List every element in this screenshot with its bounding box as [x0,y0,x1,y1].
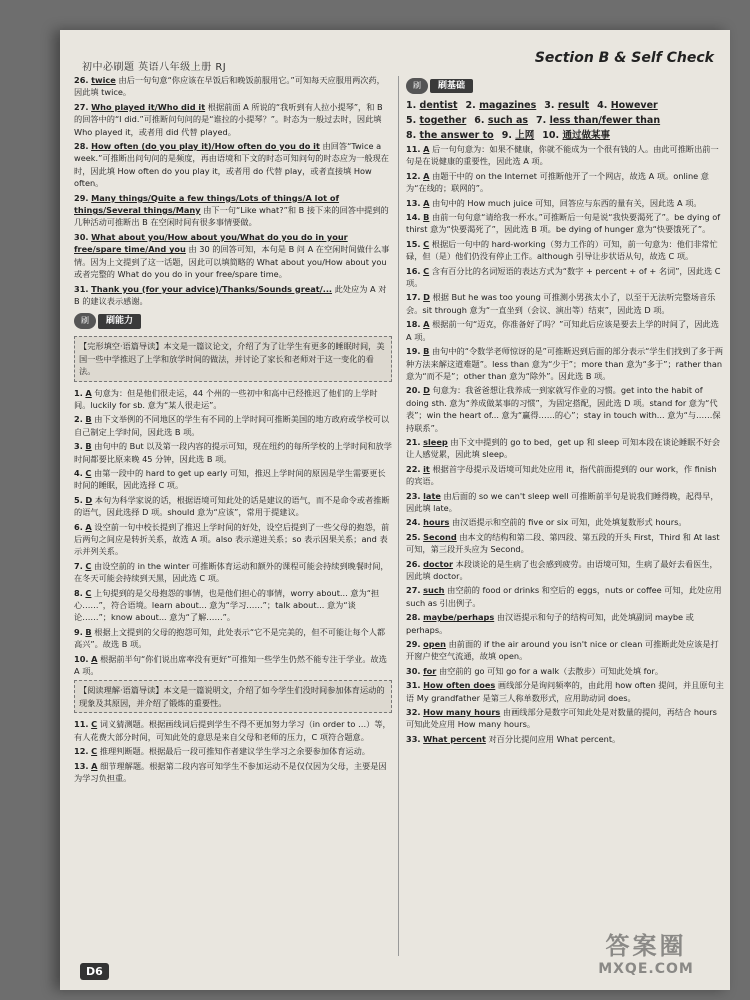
answer-item [406,463,724,488]
item-number: 29. [406,639,421,650]
item-answer: What percent [423,733,486,744]
section-header-ability [74,313,141,329]
item-number: 12. [74,746,89,757]
item-number: 12. [406,170,421,181]
document-page [60,30,730,990]
answer-item [74,74,392,99]
item-number: 2. [74,414,83,425]
item-answer: How many hours [423,707,501,718]
item-explanation: 根据前面 A 所说的“我听到有人拉小提琴”，和 B 的回答中的“I did.”可推断问句问的是“谁拉的小提琴？”。时态为一般过去时，因此填 Who played it，或者用 did 代替 played。 [74,101,383,137]
pencil-icon: 刷 [406,78,428,94]
item-answer: B [423,346,430,357]
basic-answer-item [474,113,528,128]
item-explanation: 由空前的 food or drinks 和空后的 eggs，nuts or coffee 可知，此处应用 such as 引出例子。 [406,585,722,608]
item-explanation: 由下文举例的不同地区的学生有不同的上学时间可推断美国的地方政府或学校可以自己制定上学时间，因此选 B 项。 [74,414,390,437]
item-explanation: 根据上文提到的父母的抱怨可知，此处表示“它不是完美的，但不可能让每个人都高兴”。故选 B 项。 [74,626,386,650]
item-answer: Who played it/Who did it [91,101,206,112]
item-answer: C [85,587,92,598]
item-explanation: 后一句句意为：如果不健康，你就不能成为一个很有钱的人。由此可推断出前一句是在说健康的重要性，因此选 A 项。 [406,144,719,167]
item-answer: the answer to [419,130,494,141]
answer-item [74,192,392,229]
item-explanation: 本段谈论的是生病了也会感到疲劳。由语境可知，生病了最好去看医生，因此填 doctor。 [406,558,718,581]
item-explanation: 根据首字母提示及语境可知此处应用 it，指代前面提到的 our work，作 finish 的宾语。 [406,463,717,487]
item-answer: A [91,653,98,664]
answer-item [74,626,392,651]
item-answer: A [91,760,98,771]
item-explanation: 本句为科学家说的话，根据语境可知此处的话是建议的语气，而不是命令或者推断的语气，因此选择 D 项。should 意为“应该”，常用于提建议。 [74,494,390,518]
item-number: 6. [74,521,83,532]
item-answer: Second [423,531,457,542]
answer-item [74,283,392,308]
item-explanation: 由本文的结构和第二段、第四段、第五段的开头 First，Third 和 At last 可知，第三段开头应为 Second。 [406,531,720,555]
item-number: 3. [544,100,555,111]
item-answer: sleep [423,436,448,447]
item-number: 5. [406,115,417,126]
item-number: 18. [406,319,421,330]
left-column [74,74,392,786]
item-number: 1. [74,387,83,398]
item-number: 33. [406,733,421,744]
item-number: 15. [406,238,421,249]
item-answer: How often does [423,680,496,691]
cloze-guide: 【完形填空·语篇导读】本文是一篇议论文，介绍了为了让学生有更多的睡眠时间，美国一些中学推迟了上学和放学时间的做法，并讨论了家长和老师对于这一变化的看法。 [74,336,392,381]
item-explanation: 由汉语提示和句子的结构可知，此处填副词 maybe 或 perhaps。 [406,612,694,635]
item-number: 1. [406,100,417,111]
answer-item [74,745,392,757]
item-number: 9. [74,626,83,637]
item-explanation: 由题干中的 on the Internet 可推断他开了一个网店，故选 A 项。online 意为“在线的；联网的”。 [406,170,709,194]
item-number: 8. [74,587,83,598]
item-answer: D [423,385,430,396]
answer-item [74,387,392,412]
item-number: 19. [406,346,421,357]
item-explanation: 句意为：我爸爸想让我养成一到家就写作业的习惯。get into the habit of doing sth. 意为“养成做某事的习惯”，为固定搭配，因此选 D 项。stand for 意为“代表”；win the heart of... 意为“赢得……的心”；stay in touch with... 意为“与……保持联系”。 [406,385,721,433]
item-answer: What about you/How about you/What do you do in your free/spare time/And you [74,231,348,255]
item-number: 22. [406,463,421,474]
item-answer: A [85,521,92,532]
basic-answer-item [406,113,466,128]
item-number: 26. [74,75,89,85]
item-explanation: 由下一句“Like what?”和 B 接下来的回答中提到的几种活动可推断出 B 在空闲时间有很多事情要做。 [74,205,389,228]
item-explanation: 细节理解题。根据第二段内容可知学生不参加运动不是仅仅因为父母，主要是因为学习负担重。 [74,760,387,783]
item-answer: A [423,319,430,330]
item-answer: doctor [423,558,454,569]
item-number: 5. [74,494,83,505]
answer-item [406,238,724,263]
item-number: 30. [74,231,89,242]
answer-item [74,140,392,190]
item-answer: A [423,144,430,154]
answer-item [406,584,724,609]
answer-item [406,384,724,434]
item-number: 11. [74,719,89,730]
section-title: Section B & Self Check [534,50,714,66]
answer-item [74,653,392,678]
item-number: 29. [74,192,89,203]
item-number: 27. [74,101,89,112]
item-number: 10. [542,130,560,141]
item-answer: magazines [479,100,537,111]
item-number: 20. [406,385,421,396]
item-explanation: 由后面的 so we can't sleep well 可推断前半句是说我们睡得晚，起得早，因此填 late。 [406,490,719,513]
item-explanation: 由设空前的 in the winter 可推断体育运动和额外的课程可能会持续到晚餐时间，在冬天可能会持续到天黑，因此选 C 项。 [74,560,389,584]
answer-item [74,413,392,438]
answer-item [74,467,392,492]
item-number: 7. [74,560,83,571]
answer-item [74,587,392,624]
answer-item [74,560,392,585]
item-explanation: 句意为：但是他们很走运，44 个州的一些初中和高中已经推迟了他们的上学时间。luckily for sb. 意为“某人很走运”。 [74,387,378,410]
answer-item [406,490,724,515]
item-number: 6. [474,115,485,126]
reading-answer-list [74,718,392,784]
item-answer: hours [423,517,450,528]
item-answer: result [557,100,590,111]
item-explanation: 此处应为 A 对 B 的建议表示感谢。 [74,283,387,306]
item-answer: C [423,265,430,276]
item-explanation: 由画线部分是数字可知此处是对数量的提问，再结合 hours 可知此处应用 How many hours。 [406,707,717,730]
item-explanation: 由前面的 if the air around you isn't nice or clean 可推断此处应该是打开窗户使空气流通，故填 open。 [406,639,719,662]
item-answer: How often (do you play it)/How often do you do it [91,141,320,152]
answer-item [406,265,724,290]
item-answer: dentist [419,100,458,111]
answer-item [74,440,392,465]
item-answer: A [85,387,92,398]
item-number: 9. [501,130,512,141]
answer-item [406,611,724,636]
item-answer: twice [91,75,116,85]
item-explanation: 画线部分是询问频率的，由此用 how often 提问，并且原句主语 My grandfather 是第三人称单数形式，应用助动词 does。 [406,680,724,703]
watermark-url: MXQE.COM [598,961,694,977]
item-explanation: 根据 But he was too young 可推测小男孩太小了，以至于无法听完整场音乐会。sit through 意为“一直坐到（会议、演出等）结束”，因此选 D 项。 [406,292,716,315]
item-number: 3. [74,441,83,452]
item-explanation: 由句中的“令数学老师惊讶的是”可推断迟到后面的部分表示“学生们找到了多于两种方法来解这道难题”。less than 意为“少于”；more than 意为“多于”；rather than 意为“而不是”；other than 意为“除外”。因此选 B 项。 [406,346,724,381]
left-answer-list [74,74,392,307]
item-answer: A [423,170,430,181]
answer-item [406,679,724,704]
basic-answer-item [544,98,589,113]
item-explanation: 推理判断题。根据最后一段可推知作者建议学生学习之余要参加体育运动。 [99,746,370,757]
item-answer: such as [487,115,529,126]
basic-answer-item [406,98,458,113]
basic-answer-item [542,128,610,143]
right-answer-list [406,143,724,745]
answer-item [74,521,392,558]
item-explanation: 由回答“Twice a week.”可推断出问句问的是频度，再由语境和下文的时态可知问句的时态应为一般现在时，因此填 How often do you play it，或者用 do 代替 play，或者直接填 How often。 [74,141,389,189]
basic-answer-item [536,113,660,128]
item-number: 27. [406,585,421,596]
item-answer: B [85,441,92,452]
item-number: 11. [406,144,421,154]
item-explanation: 由句中的 But 以及第一段内容的提示可知，现在纽约的每所学校的上学时间和放学时间都要比原来晚 45 分钟，因此选 B 项。 [74,441,392,464]
item-explanation: 上句提到的是父母抱怨的事情，也是他们担心的事情，worry about... 意为“担心……”，符合语境。learn about... 意为“学习……”；talk about... 意为“谈论……”；know about... 意为“了解……”。 [74,587,380,623]
item-answer: D [85,494,93,505]
answer-item [74,718,392,743]
item-explanation: 由 30 的回答可知，本句是 B 问 A 在空闲时间做什么事情。因为上文提到了这一话题，因此可以填简略的 What about you/How about you 或者完整的 What do you do in your free/spare time。 [74,244,390,280]
cloze-answer-list [74,387,392,678]
item-number: 2. [465,100,476,111]
answer-item [406,558,724,583]
item-answer: maybe/perhaps [423,612,495,623]
item-number: 8. [406,130,417,141]
item-number: 24. [406,517,421,528]
basic-answer-item [406,128,494,143]
item-answer: C [85,560,92,571]
item-number: 21. [406,436,421,447]
item-explanation: 根据前半句“你们说出席率没有更好”可推知一些学生仍然不能专注于学业。故选 A 项。 [74,653,387,677]
item-answer: less than/fewer than [549,115,661,126]
item-number: 23. [406,490,421,501]
item-number: 4. [597,100,608,111]
basic-answer-item [502,128,535,143]
answer-item [74,494,392,519]
item-answer: B [85,626,92,637]
answer-item [406,516,724,528]
item-explanation: 由汉语提示和空前的 five or six 可知，此处填复数形式 hours。 [451,517,687,528]
item-answer: A [423,197,430,208]
item-answer: Thank you (for your advice)/Thanks/Sounds great/... [91,283,333,294]
answer-item [406,706,724,731]
answer-item [406,436,724,461]
item-number: 28. [74,141,89,152]
item-answer: B [423,212,430,223]
section-label: 刷基础 [430,79,473,93]
answer-item [406,345,724,382]
answer-item [406,170,724,195]
item-explanation: 由空前的 go 可知 go for a walk（去散步）可知此处填 for。 [438,665,664,676]
basic-answer-item [597,98,658,113]
answer-item [406,211,724,236]
basic-answer-item [466,98,537,113]
item-answer: C [85,467,92,478]
item-number: 16. [406,265,421,276]
column-divider [398,76,399,956]
item-answer: 上网 [515,130,535,141]
item-explanation: 由句中的 How much juice 可知，回答应与东西的量有关，因此选 A 项。 [432,197,702,208]
answer-item [406,665,724,677]
answer-item [406,638,724,663]
section-header-basic [406,78,473,94]
answer-item [406,291,724,316]
item-explanation: 根据前一句“迈克，你准备好了吗？”可知此后应该是要去上学的时间了，因此选 A 项。 [406,319,719,342]
item-explanation: 含有百分比的名词短语的表达方式为“数字 + percent + of + 名词”，因此选 C 项。 [406,265,721,289]
watermark-text: 答案圈 [605,932,687,960]
reading-guide: 【阅读理解·语篇导读】本文是一篇说明文，介绍了如今学生们没时间参加体育运动的现象及其原因，并介绍了锻炼的重要性。 [74,680,392,713]
item-number: 4. [74,467,83,478]
section-label: 刷能力 [98,314,141,328]
answer-item [406,197,724,209]
item-answer: open [423,639,446,650]
answer-item [74,231,392,281]
item-explanation: 由前一句句意“请给我一杯水。”可推断后一句是说“我快要渴死了”。be dying of thirst 意为“快要渴死了”，因此选 B 项。be dying of hunger 意为“快要饿死了”。 [406,212,721,235]
item-answer: 通过做某事 [562,130,610,141]
item-number: 31. [74,283,89,294]
right-column [406,74,724,747]
item-answer: for [423,665,437,676]
item-number: 14. [406,212,421,223]
item-answer: B [85,414,92,425]
item-number: 31. [406,680,421,691]
item-answer: Many things/Quite a few things/Lots of things/A lot of things/Several things/Many [74,192,340,216]
answer-item [406,143,724,168]
item-number: 25. [406,531,421,542]
page-number: D6 [80,963,109,980]
item-number: 7. [536,115,547,126]
item-answer: D [423,292,430,303]
item-explanation: 由第一段中的 hard to get up early 可知，推迟上学时间的原因是学生需要更长时间的睡眠，因此选择 C 项。 [74,467,386,491]
item-number: 28. [406,612,421,623]
answer-item [406,318,724,343]
item-number: 32. [406,707,421,718]
answer-item [74,760,392,785]
item-answer: together [419,115,467,126]
item-number: 13. [406,197,421,208]
item-answer: C [91,719,98,730]
item-explanation: 由下文中提到的 go to bed，get up 和 sleep 可知本段在谈论睡眠不好会让人感觉累，因此填 sleep。 [406,436,721,460]
item-number: 17. [406,292,421,303]
item-number: 10. [74,653,89,664]
item-answer: However [610,100,658,111]
item-number: 13. [74,760,89,771]
item-explanation: 对百分比提问应用 What percent。 [488,733,621,744]
item-answer: it [423,463,430,474]
watermark-logo [576,926,716,982]
item-answer: such [423,585,445,596]
item-number: 30. [406,665,421,676]
item-answer: C [423,238,430,249]
item-explanation: 词义猜测题。根据画线词后提到学生不得不更加努力学习（in order to …）等，有人花费大部分时间，可知此处的意思是来自父母和老师的压力，C 项符合题意。 [74,719,391,742]
answer-item [406,531,724,556]
item-explanation: 由后一句句意“你应该在早饭后和晚饭前服用它。”可知每天应服用两次药，因此填 twice。 [74,75,385,98]
basic-answers [406,98,724,143]
item-explanation: 设空前一句中校长提到了推迟上学时间的好处，设空后提到了一些父母的抱怨，前后两句之间应是转折关系，故选 A 项。also 表示递进关系；so 表示因果关系；and 表示并列关系。 [74,521,390,557]
item-answer: late [423,490,441,501]
item-number: 26. [406,558,421,569]
item-explanation: 根据后一句中的 hard-working（努力工作的）可知，前一句意为：他们非常忙碌，但（是）他们仍没有停止工作。although 引导让步状语从句，故选 C 项。 [406,238,718,262]
answer-item [74,101,392,138]
item-answer: C [91,746,98,757]
pencil-icon: 刷 [74,313,96,329]
book-title: 初中必刷题 英语八年级上册 RJ [82,62,227,73]
answer-item [406,733,724,745]
